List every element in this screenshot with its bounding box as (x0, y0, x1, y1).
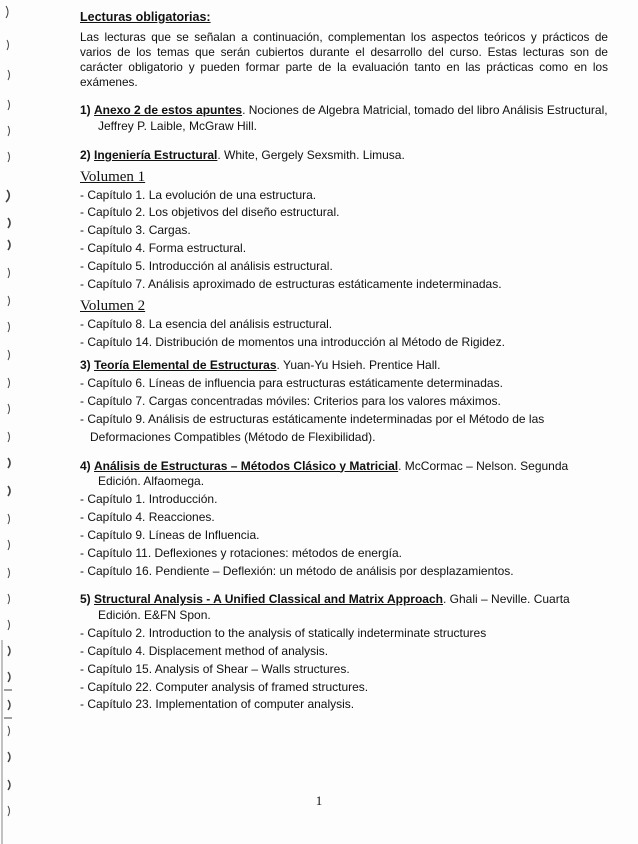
reference-1 (80, 103, 608, 134)
volume-1-heading: Volumen 1 (80, 168, 146, 185)
chapter-item: - Capítulo 9. Análisis de estructuras estáticamente indeterminadas por el Método de las Deformaciones Compatibles (Método de Flexibilidad). (80, 411, 545, 444)
volume-2-chapter-list (80, 316, 608, 352)
reference-details: . Ghali – Neville. Cuarta Edición. E&FN Spon. (98, 592, 570, 622)
reference-number: 4) (80, 458, 91, 473)
reference-details: . McCormac – Nelson. Segunda Edición. Alfaomega. (98, 458, 569, 488)
reference-number: 5) (80, 592, 91, 607)
chapter-item: - Capítulo 7. Cargas concentradas móviles: Criterios para los valores máximos. (80, 394, 501, 409)
chapter-item: - Capítulo 8. La esencia del análisis estructural. (80, 317, 333, 332)
volume-1-chapter-list (80, 187, 608, 294)
reference-2 (80, 148, 608, 163)
reference-details: . White, Gergely Sexsmith. Limusa. (217, 148, 405, 163)
chapter-item: - Capítulo 15. Analysis of Shear – Walls structures. (80, 661, 350, 676)
chapter-item: - Capítulo 1. Introducción. (80, 492, 218, 507)
chapter-item: - Capítulo 4. Reacciones. (80, 510, 215, 525)
page-number: 1 (315, 793, 323, 808)
chapter-item: - Capítulo 3. Cargas. (80, 223, 191, 238)
document-body (80, 10, 608, 714)
chapter-item: - Capítulo 6. Líneas de influencia para estructuras estáticamente determinadas. (80, 376, 503, 391)
reference-title: Análisis de Estructuras – Métodos Clásico y Matricial (94, 458, 399, 473)
reference-5 (80, 592, 608, 623)
chapter-item: - Capítulo 16. Pendiente – Deflexión: un método de análisis por desplazamientos. (80, 563, 514, 578)
reference-details: . Nociones de Algebra Matricial, tomado del libro Análisis Estructural, Jeffrey P. Laible, McGraw Hill. (98, 103, 608, 133)
chapter-item: - Capítulo 22. Computer analysis of framed structures. (80, 679, 369, 694)
chapter-item: - Capítulo 7. Análisis aproximado de estructuras estáticamente indeterminadas. (80, 276, 502, 291)
reference-3 (80, 358, 608, 373)
reference-4 (80, 459, 608, 490)
chapter-item: - Capítulo 2. Introduction to the analysis of statically indeterminate structures (80, 626, 487, 641)
chapter-item: - Capítulo 5. Introducción al análisis estructural. (80, 258, 333, 273)
reference-3-chapter-list (80, 375, 608, 446)
chapter-item: - Capítulo 2. Los objetivos del diseño estructural. (80, 205, 340, 220)
chapter-item: - Capítulo 11. Deflexiones y rotaciones: métodos de energía. (80, 545, 402, 560)
chapter-item: - Capítulo 9. Líneas de Influencia. (80, 527, 260, 542)
reference-number: 3) (80, 357, 91, 372)
chapter-item: - Capítulo 23. Implementation of computer analysis. (80, 697, 355, 712)
chapter-item: - Capítulo 14. Distribución de momentos una introducción al Método de Rigidez. (80, 335, 505, 350)
reference-5-chapter-list (80, 625, 608, 714)
chapter-item: - Capítulo 4. Displacement method of analysis. (80, 643, 329, 658)
reference-number: 1) (80, 103, 91, 118)
binding-margin-marks (0, 0, 40, 844)
reference-title: Anexo 2 de estos apuntes (94, 103, 243, 118)
reference-title: Teoría Elemental de Estructuras (94, 357, 277, 372)
reference-title: Ingeniería Estructural (94, 148, 218, 163)
reference-number: 2) (80, 148, 91, 163)
chapter-item: - Capítulo 1. La evolución de una estructura. (80, 187, 317, 202)
chapter-item: - Capítulo 4. Forma estructural. (80, 240, 247, 255)
intro-paragraph: Las lecturas que se señalan a continuación, complementan los aspectos teóricos y prácticos de varios de los temas que serán cubiertos durante el desarrollo del curso. Estas lecturas son de carácter obligatorio y pueden formar parte de la evaluación tanto en las prácticas como en los exámenes. (80, 29, 608, 90)
reference-details: . Yuan-Yu Hsieh. Prentice Hall. (276, 357, 441, 372)
section-heading: Lecturas obligatorias: (80, 10, 211, 24)
volume-2-heading: Volumen 2 (80, 298, 146, 315)
reference-4-chapter-list (80, 491, 608, 580)
reference-title: Structural Analysis - A Unified Classical and Matrix Approach (94, 592, 443, 607)
